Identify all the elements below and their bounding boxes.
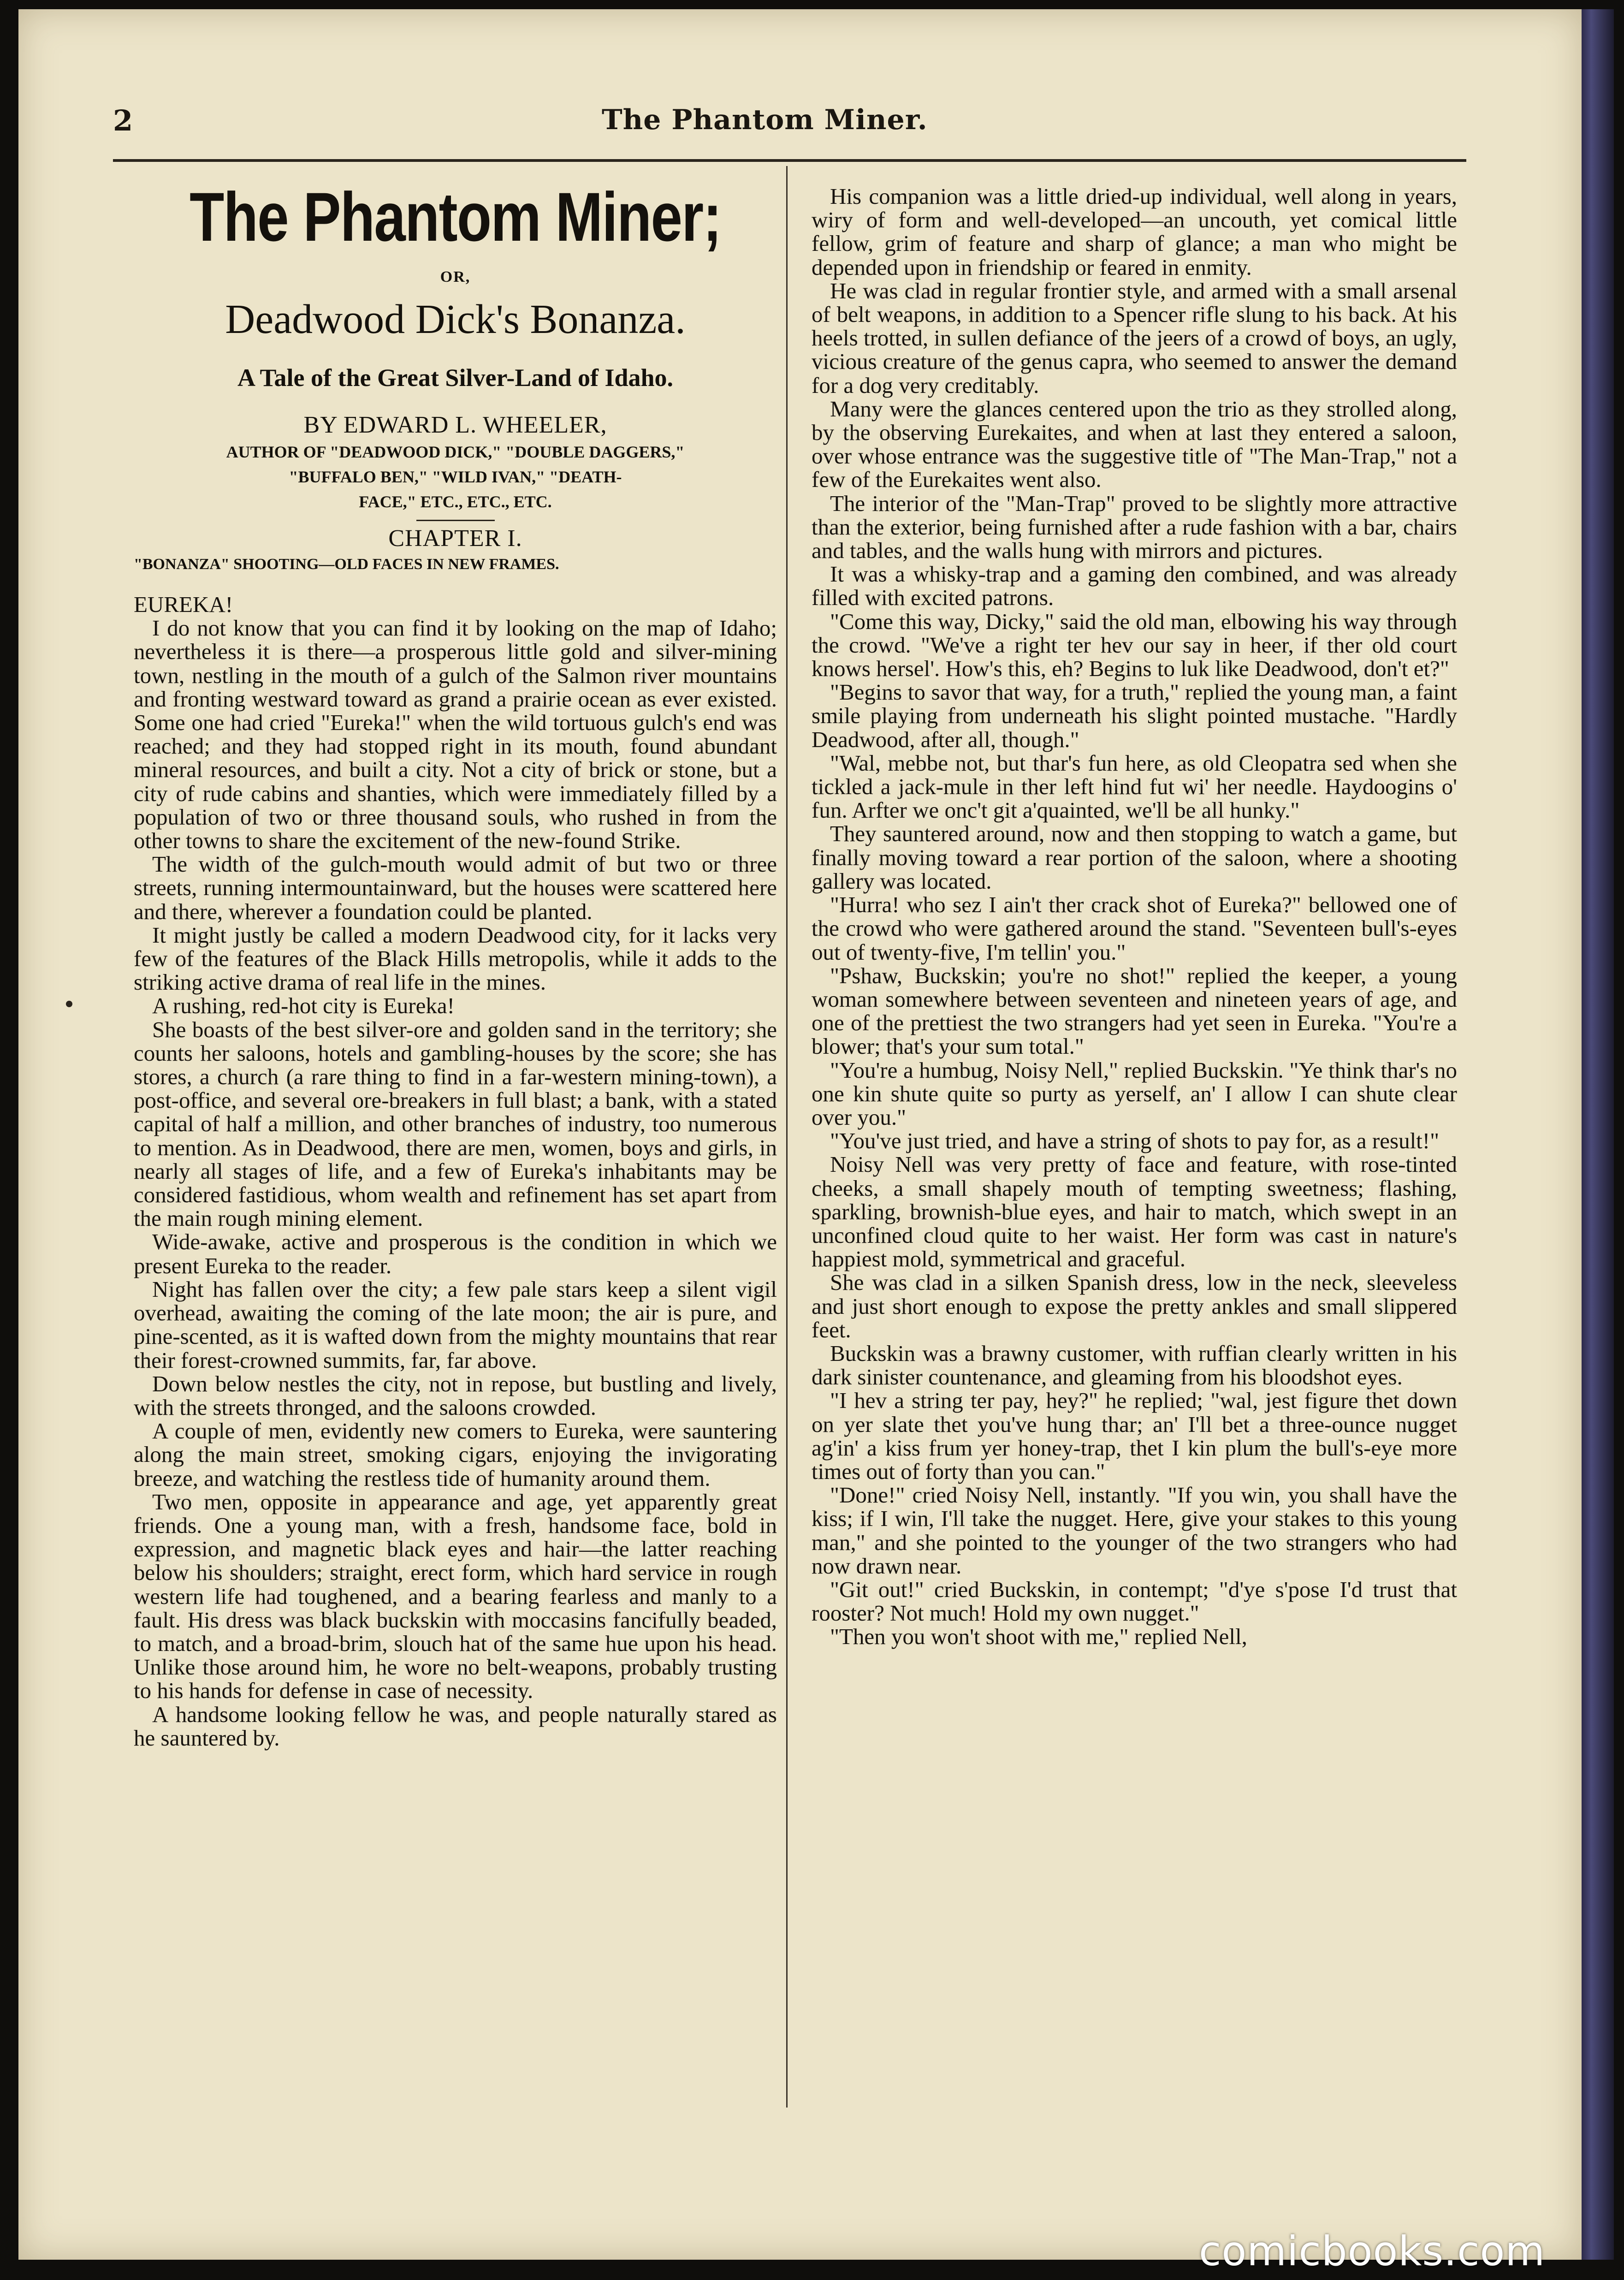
author-credits-line-2: "BUFFALO BEN," "WILD IVAN," "DEATH- — [289, 468, 622, 486]
paragraph: Night has fallen over the city; a few pale stars keep a silent vigil overhead, awaiting the coming of the late moon; the air is pure, and pine-scented, as it is wafted down from the mighty mountains that rear their forest-crowned summits, far, far above. — [134, 1276, 777, 1373]
paragraph: The width of the gulch-mouth would admit of but two or three streets, running intermountainward, but the houses were scattered here and there, wherever a foundation could be planted. — [134, 851, 777, 924]
paragraph: It might justly be called a modern Deadwood city, for it lacks very few of the features of the Black Hills metropolis, while it adds to the striking active drama of real life in the mines. — [134, 922, 777, 995]
paragraph: Two men, opposite in appearance and age, yet apparently great friends. One a young man, with a fresh, handsome face, bold in expression, and magnetic black eyes and hair—the latter reaching below his shoulders; straight, erect form, which hard service in rough western life had toughened, and a bearing fearless and manly to a fault. His dress was black buckskin with moccasins fancifully beaded, to match, and a broad-brim, slouch hat of the same hue upon his head. Unlike those around him, he wore no belt-weapons, probably trusting to his hands for defense in case of necessity. — [134, 1489, 777, 1704]
paragraph: A rushing, red-hot city is Eureka! — [152, 993, 455, 1019]
page-number: 2 — [113, 104, 133, 137]
paragraph: She was clad in a silken Spanish dress, low in the neck, sleeveless and just short enough to expose the pretty ankles and small slippered feet. — [812, 1270, 1457, 1342]
paragraph: It was a whisky-trap and a gaming den combined, and was already filled with excited patrons. — [812, 561, 1457, 611]
paragraph: The interior of the "Man-Trap" proved to be slightly more attractive than the exterior, being furnished after a rude fashion with a bar, chairs and tables, and the walls hung with mirrors and pictures. — [812, 490, 1457, 564]
paragraph: Wide-awake, active and prosperous is the condition in which we present Eureka to the reader. — [134, 1229, 777, 1278]
paragraph: "Hurra! who sez I ain't ther crack shot of Eureka?" bellowed one of the crowd who were gathered around the stand. "Seventeen bull's-eyes out of twenty-five, I'm tellin' you." — [812, 892, 1457, 965]
binding-edge — [1582, 9, 1614, 2260]
paragraph: "You're a humbug, Noisy Nell," replied Buckskin. "Ye think thar's no one kin shute quite so purty as yerself, an' I allow I can shute clear over you." — [812, 1057, 1457, 1130]
paragraph: "Come this way, Dicky," said the old man, elbowing his way through the crowd. "We've a right ter hev our say in heer, if ther old court knows hersel'. How's this, eh? Begins to luk like Deadwood, don't et?" — [812, 608, 1457, 682]
running-title: The Phantom Miner. — [602, 104, 928, 136]
paragraph: Noisy Nell was very pretty of face and feature, with rose-tinted cheeks, a small shapely mouth of tempting sweetness; flashing, sparkling, brownish-blue eyes, and hair to match, which swept in an unconfined cloud quite to her waist. Her form was cast in nature's happiest mold, symmetrical and graceful. — [812, 1152, 1457, 1272]
right-column — [812, 184, 1457, 1649]
paragraph: A couple of men, evidently new comers to Eureka, were sauntering along the main street, smoking cigars, enjoying the invigorating breeze, and watching the restless tide of humanity around them. — [134, 1418, 777, 1491]
paragraph: "Begins to savor that way, for a truth," replied the young man, a faint smile playing from underneath his slight pointed mustache. "Hardly Deadwood, after all, though." — [812, 679, 1457, 752]
left-column — [134, 593, 777, 1750]
paragraph: "Wal, mebbe not, but thar's fun here, as old Cleopatra sed when she tickled a jack-mule in ther left hind fut wi' her needle. Haydoogins o' fun. Arfter we onc't git a'quainted, we'll be all hunky." — [812, 750, 1457, 823]
story-subtitle: Deadwood Dick's Bonanza. — [225, 297, 686, 342]
author-credits-line-3: FACE," ETC., ETC., ETC. — [359, 493, 552, 511]
paragraph: Buckskin was a brawny customer, with ruffian clearly written in his dark sinister countenance, and gleaming from his bloodshot eyes. — [812, 1340, 1457, 1390]
paragraph: "I hev a string ter pay, hey?" he replied; "wal, jest figure thet down on yer slate thet you've hung thar; an' I'll bet a three-ounce nugget ag'in' a kiss frum yer honey-trap, thet I kin plum the bull's-eye more times out of forty than you can." — [812, 1388, 1457, 1484]
paragraph: "You've just tried, and have a string of shots to pay for, as a result!" — [830, 1128, 1440, 1154]
paragraph: Many were the glances centered upon the trio as they strolled along, by the observing Eurekaites, and when at last they entered a saloon, over whose entrance was the suggestive title of "The Man-Trap," not a few of the Eurekaites went also. — [812, 396, 1457, 493]
paragraph: Down below nestles the city, not in repose, but bustling and lively, with the streets thronged, and the saloons crowded. — [134, 1371, 777, 1420]
paragraph: "Done!" cried Noisy Nell, instantly. "If you win, you shall have the kiss; if I win, I'll take the nugget. Here, give your stakes to this young man," and she pointed to the younger of the two strangers who had now drawn near. — [812, 1482, 1457, 1579]
or-label: OR, — [440, 268, 471, 285]
chapter-rule — [416, 520, 495, 521]
chapter-subheading: "BONANZA" SHOOTING—OLD FACES IN NEW FRAMES. — [134, 556, 559, 573]
author-credits-line-1: AUTHOR OF "DEADWOOD DICK," "DOUBLE DAGGERS," — [226, 443, 685, 461]
paragraph: "Git out!" cried Buckskin, in contempt; "d'ye s'pose I'd trust that rooster? Not much! Hold my own nugget." — [812, 1576, 1457, 1626]
chapter-heading: CHAPTER I. — [388, 525, 522, 552]
story-tagline: A Tale of the Great Silver-Land of Idaho. — [237, 364, 674, 392]
paragraph: EUREKA! — [134, 592, 233, 617]
site-watermark: comicbooks.com — [1199, 2227, 1546, 2275]
paragraph: "Pshaw, Buckskin; you're no shot!" replied the keeper, a young woman somewhere between seventeen and nineteen years of age, and one of the prettiest the two strangers had yet seen in Eureka. "You're a blower; that's your sum total." — [812, 962, 1457, 1059]
story-title-block — [129, 175, 782, 573]
page-header — [113, 104, 1466, 154]
column-divider — [786, 166, 788, 2108]
paragraph: He was clad in regular frontier style, and armed with a small arsenal of belt weapons, in addition to a Spencer rifle slung to his back. At his heels trotted, in sullen defiance of the jeers of a crowd of boys, an ugly, vicious creature of the genus capra, who seemed to answer the demand for a dog very creditably. — [812, 278, 1457, 398]
ink-spot — [66, 1001, 72, 1007]
story-title: The Phantom Miner; — [190, 178, 721, 255]
author-byline: BY EDWARD L. WHEELER, — [303, 412, 607, 438]
paragraph: They sauntered around, now and then stopping to watch a game, but finally moving toward a rear portion of the saloon, where a shooting gallery was located. — [812, 821, 1457, 894]
paragraph: "Then you won't shoot with me," replied Nell, — [830, 1624, 1247, 1650]
paragraph: She boasts of the best silver-ore and golden sand in the territory; she counts her saloons, hotels and gambling-houses by the score; she has stores, a church (a rare thing to find in a far-western mining-town), a post-office, and several ore-breakers in full blast; a bank, with a stated capital of half a million, and other branches of industry, too numerous to mention. As in Deadwood, there are men, women, boys and girls, in nearly all stages of life, and a few of Eureka's inhabitants may be considered fastidious, whom wealth and refinement has set apart from the main rough mining element. — [134, 1016, 777, 1231]
paragraph: His companion was a little dried-up individual, well along in years, wiry of form and well-developed—an uncouth, yet comical little fellow, grim of feature and sharp of glance; a man who might be depended upon in friendship or feared in enmity. — [812, 184, 1457, 280]
paragraph: I do not know that you can find it by looking on the map of Idaho; nevertheless it is there—a prosperous little gold and silver-mining town, nestling in the mouth of a gulch of the Salmon river mountains and fronting westward toward as grand a prairie ocean as ever existed. Some one had cried "Eureka!" when the wild tortuous gulch's end was reached; and they had stopped right in its mouth, found abundant mineral resources, and built a city. Not a city of brick or stone, but a city of rude cabins and shanties, which were immediately filled by a population of two or three thousand souls, who rushed in from the other towns to share the excitement of the new-found Strike. — [134, 615, 777, 854]
paragraph: A handsome looking fellow he was, and people naturally stared as he sauntered by. — [134, 1701, 777, 1751]
header-rule — [113, 159, 1466, 162]
